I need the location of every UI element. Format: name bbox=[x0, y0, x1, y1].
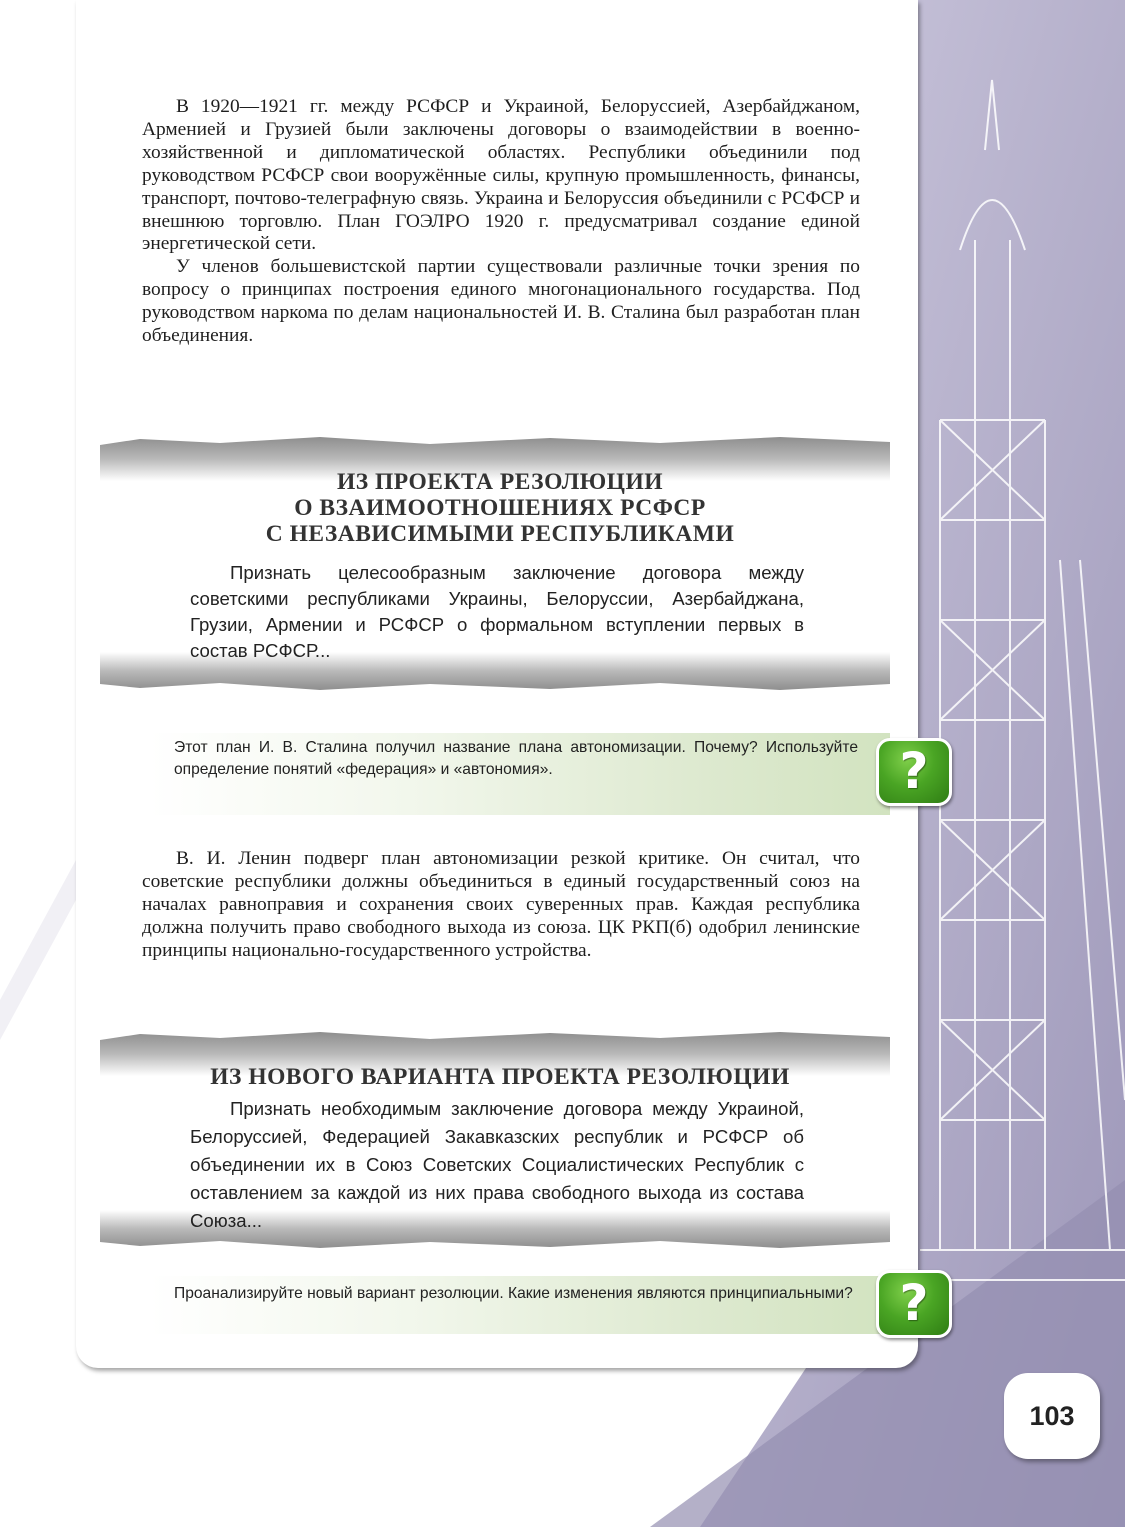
question-icon: ? bbox=[876, 738, 952, 806]
document-title-line: О ВЗАИМООТНОШЕНИЯХ РСФСР bbox=[294, 495, 706, 521]
body-text bbox=[142, 848, 860, 963]
document-text bbox=[190, 560, 804, 664]
document-title-line: ИЗ ПРОЕКТА РЕЗОЛЮЦИИ bbox=[336, 469, 664, 495]
question-text: Этот план И. В. Сталина получил название плана автономизации. Почему? Используйте определение понятий «федерация» и «автономия». bbox=[174, 739, 858, 778]
document-paragraph: Признать целесообразным заключение договора между советскими республиками Украины, Белоруссии, Азербайджана, Грузии, Армении и РСФСР о формальном вступлении первых в состав РСФСР... bbox=[190, 562, 804, 661]
page-number: 103 bbox=[1004, 1373, 1100, 1459]
paragraph: В. И. Ленин подверг план автономизации резкой критике. Он считал, что советские республики должны объединиться в единый государственный союз на началах равноправия и сохранения своих суверенных прав. Каждая республика должна получить право свободного выхода из союза. ЦК РКП(б) одобрил ленинские принципы национально-государственного устройства. bbox=[142, 848, 860, 961]
intro-text bbox=[142, 96, 860, 348]
document-text bbox=[190, 1095, 804, 1235]
document-title bbox=[110, 469, 890, 547]
document-title-line: С НЕЗАВИСИМЫМИ РЕСПУБЛИКАМИ bbox=[265, 521, 735, 547]
document-paragraph: Признать необходимым заключение договора между Украиной, Белоруссией, Федерацией Закавказских республик и РСФСР об объединении их в Союз Советских Социалистических Республик с оставлением за каждой из них права свободного выхода из состава Союза... bbox=[190, 1098, 804, 1231]
paragraph: У членов большевистской партии существовали различные точки зрения по вопросу о принципах построения единого многонационального государства. Под руководством наркома по делам национальностей И. В. Сталина был разработан план объединения. bbox=[142, 256, 860, 347]
question-icon: ? bbox=[876, 1270, 952, 1338]
question-text: Проанализируйте новый вариант резолюции. Какие изменения являются принципиальными? bbox=[174, 1285, 853, 1302]
paragraph: В 1920—1921 гг. между РСФСР и Украиной, Белоруссией, Азербайджаном, Арменией и Грузией были заключены договоры о взаимодействии в военно-хозяйственной и дипломатической областях. Республики объединили под руководством РСФСР свои вооружённые силы, крупную промышленность, финансы, транспорт, почтово-телеграфную связь. Украина и Белоруссия объединили с РСФСР и внешнюю торговлю. План ГОЭЛРО 1920 г. предусматривал создание единой энергетической сети. bbox=[142, 96, 860, 255]
document-title: ИЗ НОВОГО ВАРИАНТА ПРОЕКТА РЕЗОЛЮЦИИ bbox=[210, 1064, 790, 1090]
